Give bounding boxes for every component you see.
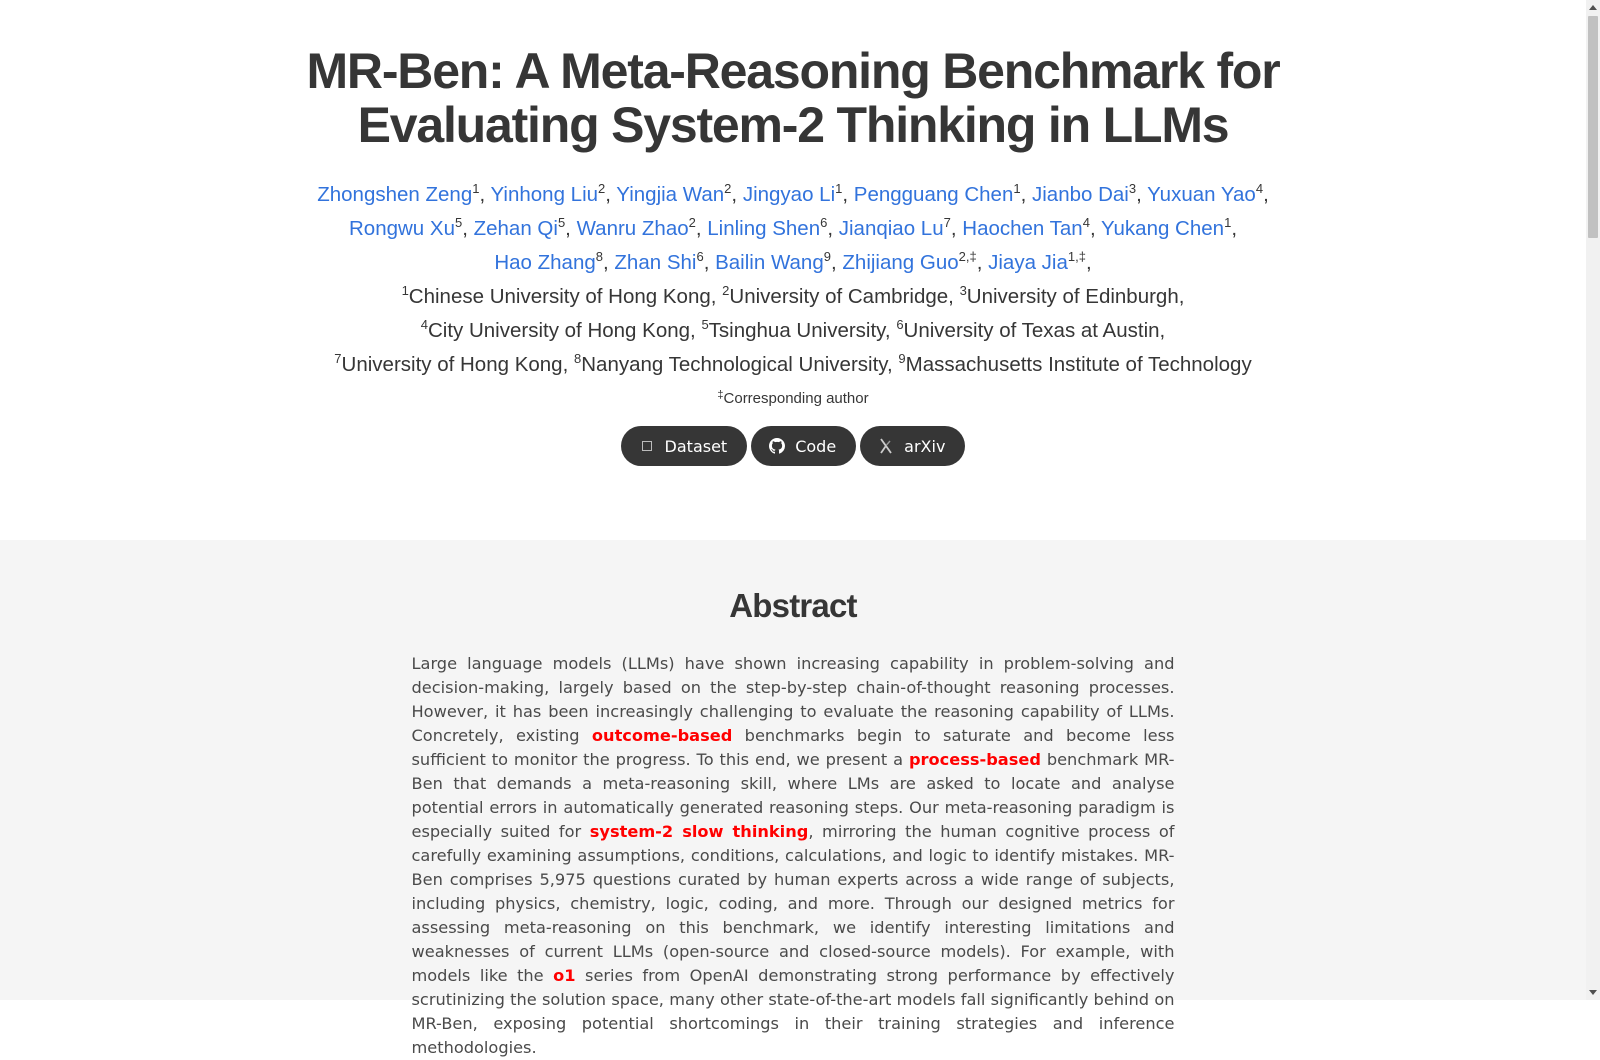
affiliation-name: Massachusetts Institute of Technology [905, 353, 1252, 376]
affiliation-line: $^4$City University of Hong Kong, $^5$Tsinghua University, $^6$University of Texas at Austin, [420, 317, 1166, 342]
author-affiliation-mark: 4 [1082, 215, 1090, 230]
github-icon [769, 438, 785, 454]
author-affiliation-mark: 1 [472, 181, 480, 196]
code-button-label: Code [795, 436, 837, 456]
abstract-heading: Abstract [729, 587, 857, 624]
author-affiliation-mark: 2 [688, 215, 696, 230]
author-affiliation-mark: 2 [598, 181, 606, 196]
author-link[interactable]: Yukang Chen [1100, 217, 1225, 240]
author-affiliation-mark: 5 [557, 215, 566, 230]
author-link[interactable]: Yinhong Liu [490, 183, 599, 206]
affiliation-number: 8 [574, 351, 582, 366]
affiliation-number: 4 [420, 317, 428, 332]
page-title [0, 0, 1586, 152]
author-link[interactable]: Zhongshen Zeng [317, 183, 473, 206]
author-affiliation-mark: 3 [1128, 181, 1137, 196]
author-line: Hao Zhang$^8$, Zhan Shi$^6$, Bailin Wang$^9$, Zhijiang Guo$^{2,\ddagger}$, Jiaya Jia$^{1,\ddagger}$, [494, 249, 1092, 274]
author-affiliation-mark: 6 [696, 249, 704, 264]
author-link[interactable]: Jianqiao Lu [838, 217, 944, 240]
abstract-highlight: system-2 slow thinking [589, 822, 809, 841]
author-link[interactable]: Rongwu Xu [348, 217, 455, 240]
database-icon [639, 438, 655, 454]
affiliation-line: $^7$University of Hong Kong, $^8$Nanyang Technological University, $^9$Massachusetts Institute of Technology [334, 351, 1252, 376]
affiliation-name: Chinese University of Hong Kong [408, 285, 711, 308]
abstract-segment: Large language models (LLMs) have shown increasing capability in problem-solving and decision-making, largely based on the step-by-step chain-of-thought reasoning processes. However, it has been increasingly challenging to evaluate the reasoning capability of LLMs. Concretely, existing [411, 654, 1175, 745]
author-link[interactable]: Bailin Wang [715, 251, 824, 274]
author-affiliation-mark: 6 [820, 215, 828, 230]
title-line-1: MR-Ben: A Meta-Reasoning Benchmark for [306, 43, 1280, 99]
author-link[interactable]: Hao Zhang [494, 251, 596, 274]
author-link[interactable]: Linling Shen [707, 217, 821, 240]
author-affiliation-mark: 1 [835, 181, 843, 196]
abstract-segment: series from OpenAI demonstrating strong performance by effectively scrutinizing the solution space, many other state-of-the-art models fall significantly behind on MR-Ben, exposing potential shortcomings in their training strategies and inference methodologies. [411, 966, 1175, 1057]
author-link[interactable]: Jingyao Li [742, 183, 836, 206]
scroll-up-arrow-icon[interactable] [1589, 5, 1597, 10]
author-link[interactable]: Yuxuan Yao [1147, 183, 1256, 206]
author-list [0, 178, 1586, 280]
title-line-2: Evaluating System-2 Thinking in LLMs [357, 97, 1229, 153]
affiliation-name: Nanyang Technological University [581, 353, 888, 376]
author-link[interactable]: Haochen Tan [962, 217, 1083, 240]
author-affiliation-mark: 5 [454, 215, 463, 230]
affiliation-name: University of Cambridge [729, 285, 949, 308]
author-affiliation-mark: 1 [1224, 215, 1232, 230]
author-affiliation-mark: 1,‡ [1067, 249, 1086, 264]
abstract-section [0, 540, 1586, 1057]
author-affiliation-mark: 9 [823, 249, 831, 264]
author-affiliation-mark: 1 [1013, 181, 1021, 196]
dataset-button[interactable] [621, 426, 748, 466]
author-link[interactable]: Jianbo Dai [1032, 183, 1129, 206]
author-link[interactable]: Wanru Zhao [576, 217, 689, 240]
vertical-scrollbar[interactable] [1586, 0, 1600, 1000]
arxiv-button[interactable] [860, 426, 965, 466]
abstract-text [412, 652, 1175, 1060]
affiliation-line: $^1$Chinese University of Hong Kong, $^2$University of Cambridge, $^3$University of Edinburgh, [401, 283, 1185, 308]
corresponding-mark: ‡ [717, 389, 724, 401]
abstract-highlight: process-based [908, 750, 1041, 769]
author-link[interactable]: Yingjia Wan [616, 183, 725, 206]
author-affiliation-mark: 2 [724, 181, 732, 196]
author-link[interactable]: Pengguang Chen [853, 183, 1014, 206]
author-line: Rongwu Xu$^5$, Zehan Qi$^5$, Wanru Zhao$^2$, Linling Shen$^6$, Jianqiao Lu$^7$, Haochen Tan$^4$, Yukang Chen$^1$, [348, 215, 1238, 240]
affiliation-name: University of Texas at Austin [903, 319, 1160, 342]
abstract-segment: , mirroring the human cognitive process of carefully examining assumptions, conditions, calculations, and logic to identify mistakes. MR-Ben comprises 5,975 questions curated by human experts across a wide range of subjects, including physics, chemistry, logic, coding, and more. Through our designed metrics for assessing meta-reasoning on this benchmark, we identify interesting limitations and weaknesses of current LLMs (open-source and closed-source models). For example, with models like the [411, 822, 1175, 985]
affiliation-name: University of Hong Kong [341, 353, 563, 376]
scroll-down-arrow-icon[interactable] [1589, 990, 1597, 995]
affiliation-number: 7 [334, 351, 342, 366]
abstract-segment: benchmarks begin to saturate and become less sufficient to monitor the progress. To this end, we present a [411, 726, 1175, 769]
author-affiliation-mark: 4 [1255, 181, 1264, 196]
arxiv-button-label: arXiv [904, 436, 946, 456]
affiliation-number: 2 [722, 283, 730, 298]
scrollbar-thumb[interactable] [1588, 16, 1598, 238]
author-link[interactable]: Zhijiang Guo [842, 251, 959, 274]
dataset-button-label: Dataset [664, 436, 728, 456]
author-link[interactable]: Zehan Qi [473, 217, 558, 240]
affiliation-name: University of Edinburgh [966, 285, 1179, 308]
author-affiliation-mark: 2,‡ [958, 249, 977, 264]
arxiv-icon [878, 438, 894, 454]
affiliation-number: 1 [401, 283, 409, 298]
affiliation-number: 3 [959, 283, 967, 298]
affiliation-number: 6 [896, 317, 904, 332]
author-link[interactable]: Jiaya Jia [988, 251, 1068, 274]
abstract-segment: benchmark MR-Ben that demands a meta-reasoning skill, where LMs are asked to locate and analyse potential errors in automatically generated reasoning steps. Our meta-reasoning paradigm is especially suited for [411, 750, 1175, 841]
author-link[interactable]: Zhan Shi [614, 251, 697, 274]
corresponding-text: Corresponding author [723, 390, 869, 407]
code-button[interactable] [751, 426, 856, 466]
author-affiliation-mark: 8 [595, 249, 603, 264]
author-affiliation-mark: 7 [943, 215, 951, 230]
affiliation-number: 9 [898, 351, 906, 366]
abstract-highlight: outcome-based [591, 726, 733, 745]
link-buttons [0, 426, 1586, 466]
affiliation-number: 5 [701, 317, 709, 332]
abstract-highlight: o1 [553, 966, 576, 985]
affiliation-name: City University of Hong Kong [427, 319, 691, 342]
affiliation-name: Tsinghua University [708, 319, 885, 342]
affiliation-list [0, 280, 1586, 382]
corresponding-note [0, 384, 1586, 414]
author-line: Zhongshen Zeng$^1$, Yinhong Liu$^2$, Yingjia Wan$^2$, Jingyao Li$^1$, Pengguang Chen$^1$, Jianbo Dai$^3$, Yuxuan Yao$^4$, [317, 181, 1269, 206]
